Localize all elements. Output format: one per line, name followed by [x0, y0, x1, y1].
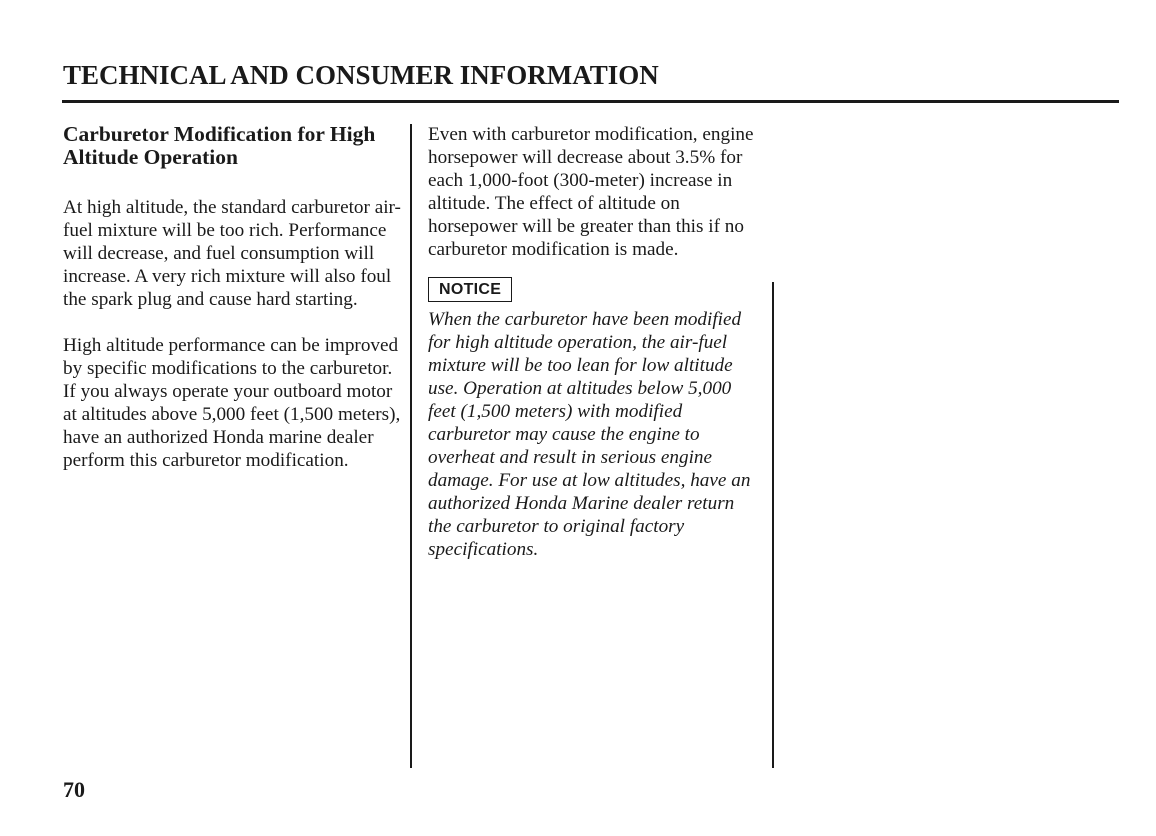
page-title: TECHNICAL AND CONSUMER INFORMATION — [63, 60, 659, 90]
paragraph-carburetor-modification: High altitude performance can be improved by specific modifications to the carburetor. If you always operate your outboard motor at altitudes above 5,000 feet (1,500 meters), have an authorized Honda marine dealer perform this carburetor modification. — [63, 335, 401, 471]
page-number: 70 — [63, 777, 85, 802]
middle-column — [428, 123, 768, 561]
paragraph-horsepower-decrease: Even with carburetor modification, engine horsepower will decrease about 3.5% for each 1,000-foot (300-meter) increase in altitude. The effect of altitude on horsepower will be greater than this if no carburetor modification is made. — [428, 124, 754, 260]
notice-badge: NOTICE — [428, 277, 512, 302]
title-divider — [62, 100, 1119, 103]
paragraph-high-altitude-effects: At high altitude, the standard carburetor air-fuel mixture will be too rich. Performance will decrease, and fuel consumption will increase. A very rich mixture will also foul the spark plug and cause hard starting. — [63, 197, 401, 310]
left-column — [63, 123, 403, 472]
section-heading: Carburetor Modification for High Altitude Operation — [63, 122, 376, 169]
column-divider-left — [410, 124, 412, 768]
column-divider-right — [772, 282, 774, 768]
notice-text: When the carburetor have been modified for high altitude operation, the air-fuel mixture will be too lean for low altitude use. Operation at altitudes below 5,000 feet (1,500 meters) with modified carburetor may cause the engine to overheat and result in serious engine damage. For use at low altitudes, have an authorized Honda Marine dealer return the carburetor to original factory specifications. — [428, 309, 751, 560]
